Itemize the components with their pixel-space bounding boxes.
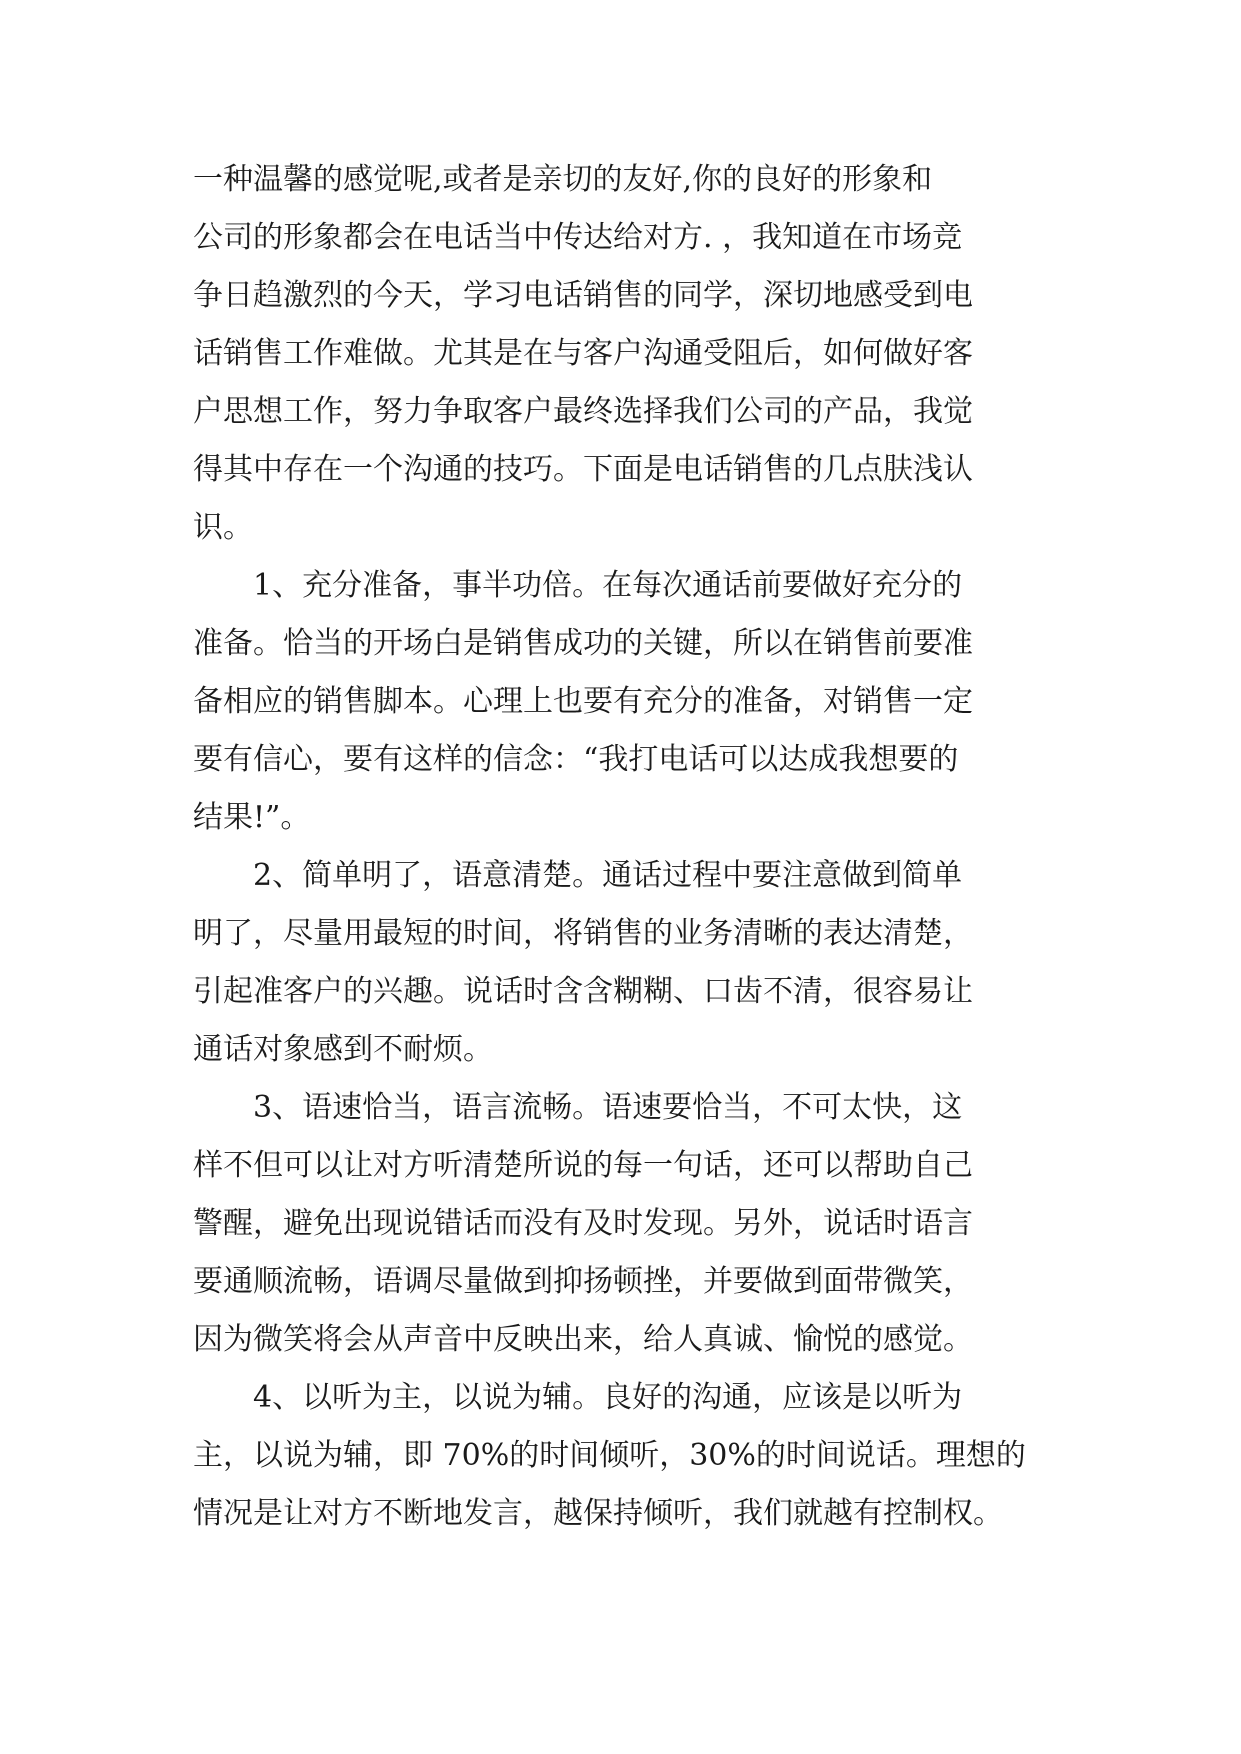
paragraph-line: 要有信心，要有这样的信念：“我打电话可以达成我想要的	[193, 742, 959, 777]
paragraph-line: 识。	[193, 510, 253, 545]
paragraph-line: 明了，尽量用最短的时间，将销售的业务清晰的表达清楚，	[193, 916, 973, 951]
paragraph-line: 备相应的销售脚本。心理上也要有充分的准备，对销售一定	[193, 684, 973, 719]
paragraph-line: 结果!”。	[193, 800, 311, 835]
paragraph-line: 2、简单明了，语意清楚。通话过程中要注意做到简单	[253, 858, 963, 893]
paragraph-line: 样不但可以让对方听清楚所说的每一句话，还可以帮助自己	[193, 1148, 973, 1183]
paragraph-line: 主，以说为辅，即 70%的时间倾听，30%的时间说话。理想的	[193, 1438, 1026, 1473]
paragraph-line: 3、语速恰当，语言流畅。语速要恰当，不可太快，这	[253, 1090, 963, 1125]
paragraph-line: 公司的形象都会在电话当中传达给对方. ，我知道在市场竞	[193, 220, 963, 255]
paragraph-line: 要通顺流畅，语调尽量做到抑扬顿挫，并要做到面带微笑，	[193, 1264, 973, 1299]
paragraph-line: 争日趋激烈的今天，学习电话销售的同学，深切地感受到电	[193, 278, 973, 313]
paragraph-line: 4、以听为主，以说为辅。良好的沟通，应该是以听为	[253, 1380, 963, 1415]
paragraph-line: 通话对象感到不耐烦。	[193, 1032, 493, 1067]
paragraph-line: 引起准客户的兴趣。说话时含含糊糊、口齿不清，很容易让	[193, 974, 973, 1009]
paragraph-line: 得其中存在一个沟通的技巧。下面是电话销售的几点肤浅认	[193, 452, 973, 487]
paragraph-line: 1、充分准备，事半功倍。在每次通话前要做好充分的	[253, 568, 963, 603]
paragraph-line: 准备。恰当的开场白是销售成功的关键，所以在销售前要准	[193, 626, 973, 661]
paragraph-line: 一种温馨的感觉呢,或者是亲切的友好,你的良好的形象和	[193, 162, 933, 197]
paragraph-line: 警醒，避免出现说错话而没有及时发现。另外，说话时语言	[193, 1206, 973, 1241]
paragraph-line: 话销售工作难做。尤其是在与客户沟通受阻后，如何做好客	[193, 336, 973, 371]
paragraph-line: 户思想工作，努力争取客户最终选择我们公司的产品，我觉	[193, 394, 973, 429]
paragraph-line: 因为微笑将会从声音中反映出来，给人真诚、愉悦的感觉。	[193, 1322, 973, 1357]
paragraph-line: 情况是让对方不断地发言，越保持倾听，我们就越有控制权。	[193, 1496, 1003, 1531]
